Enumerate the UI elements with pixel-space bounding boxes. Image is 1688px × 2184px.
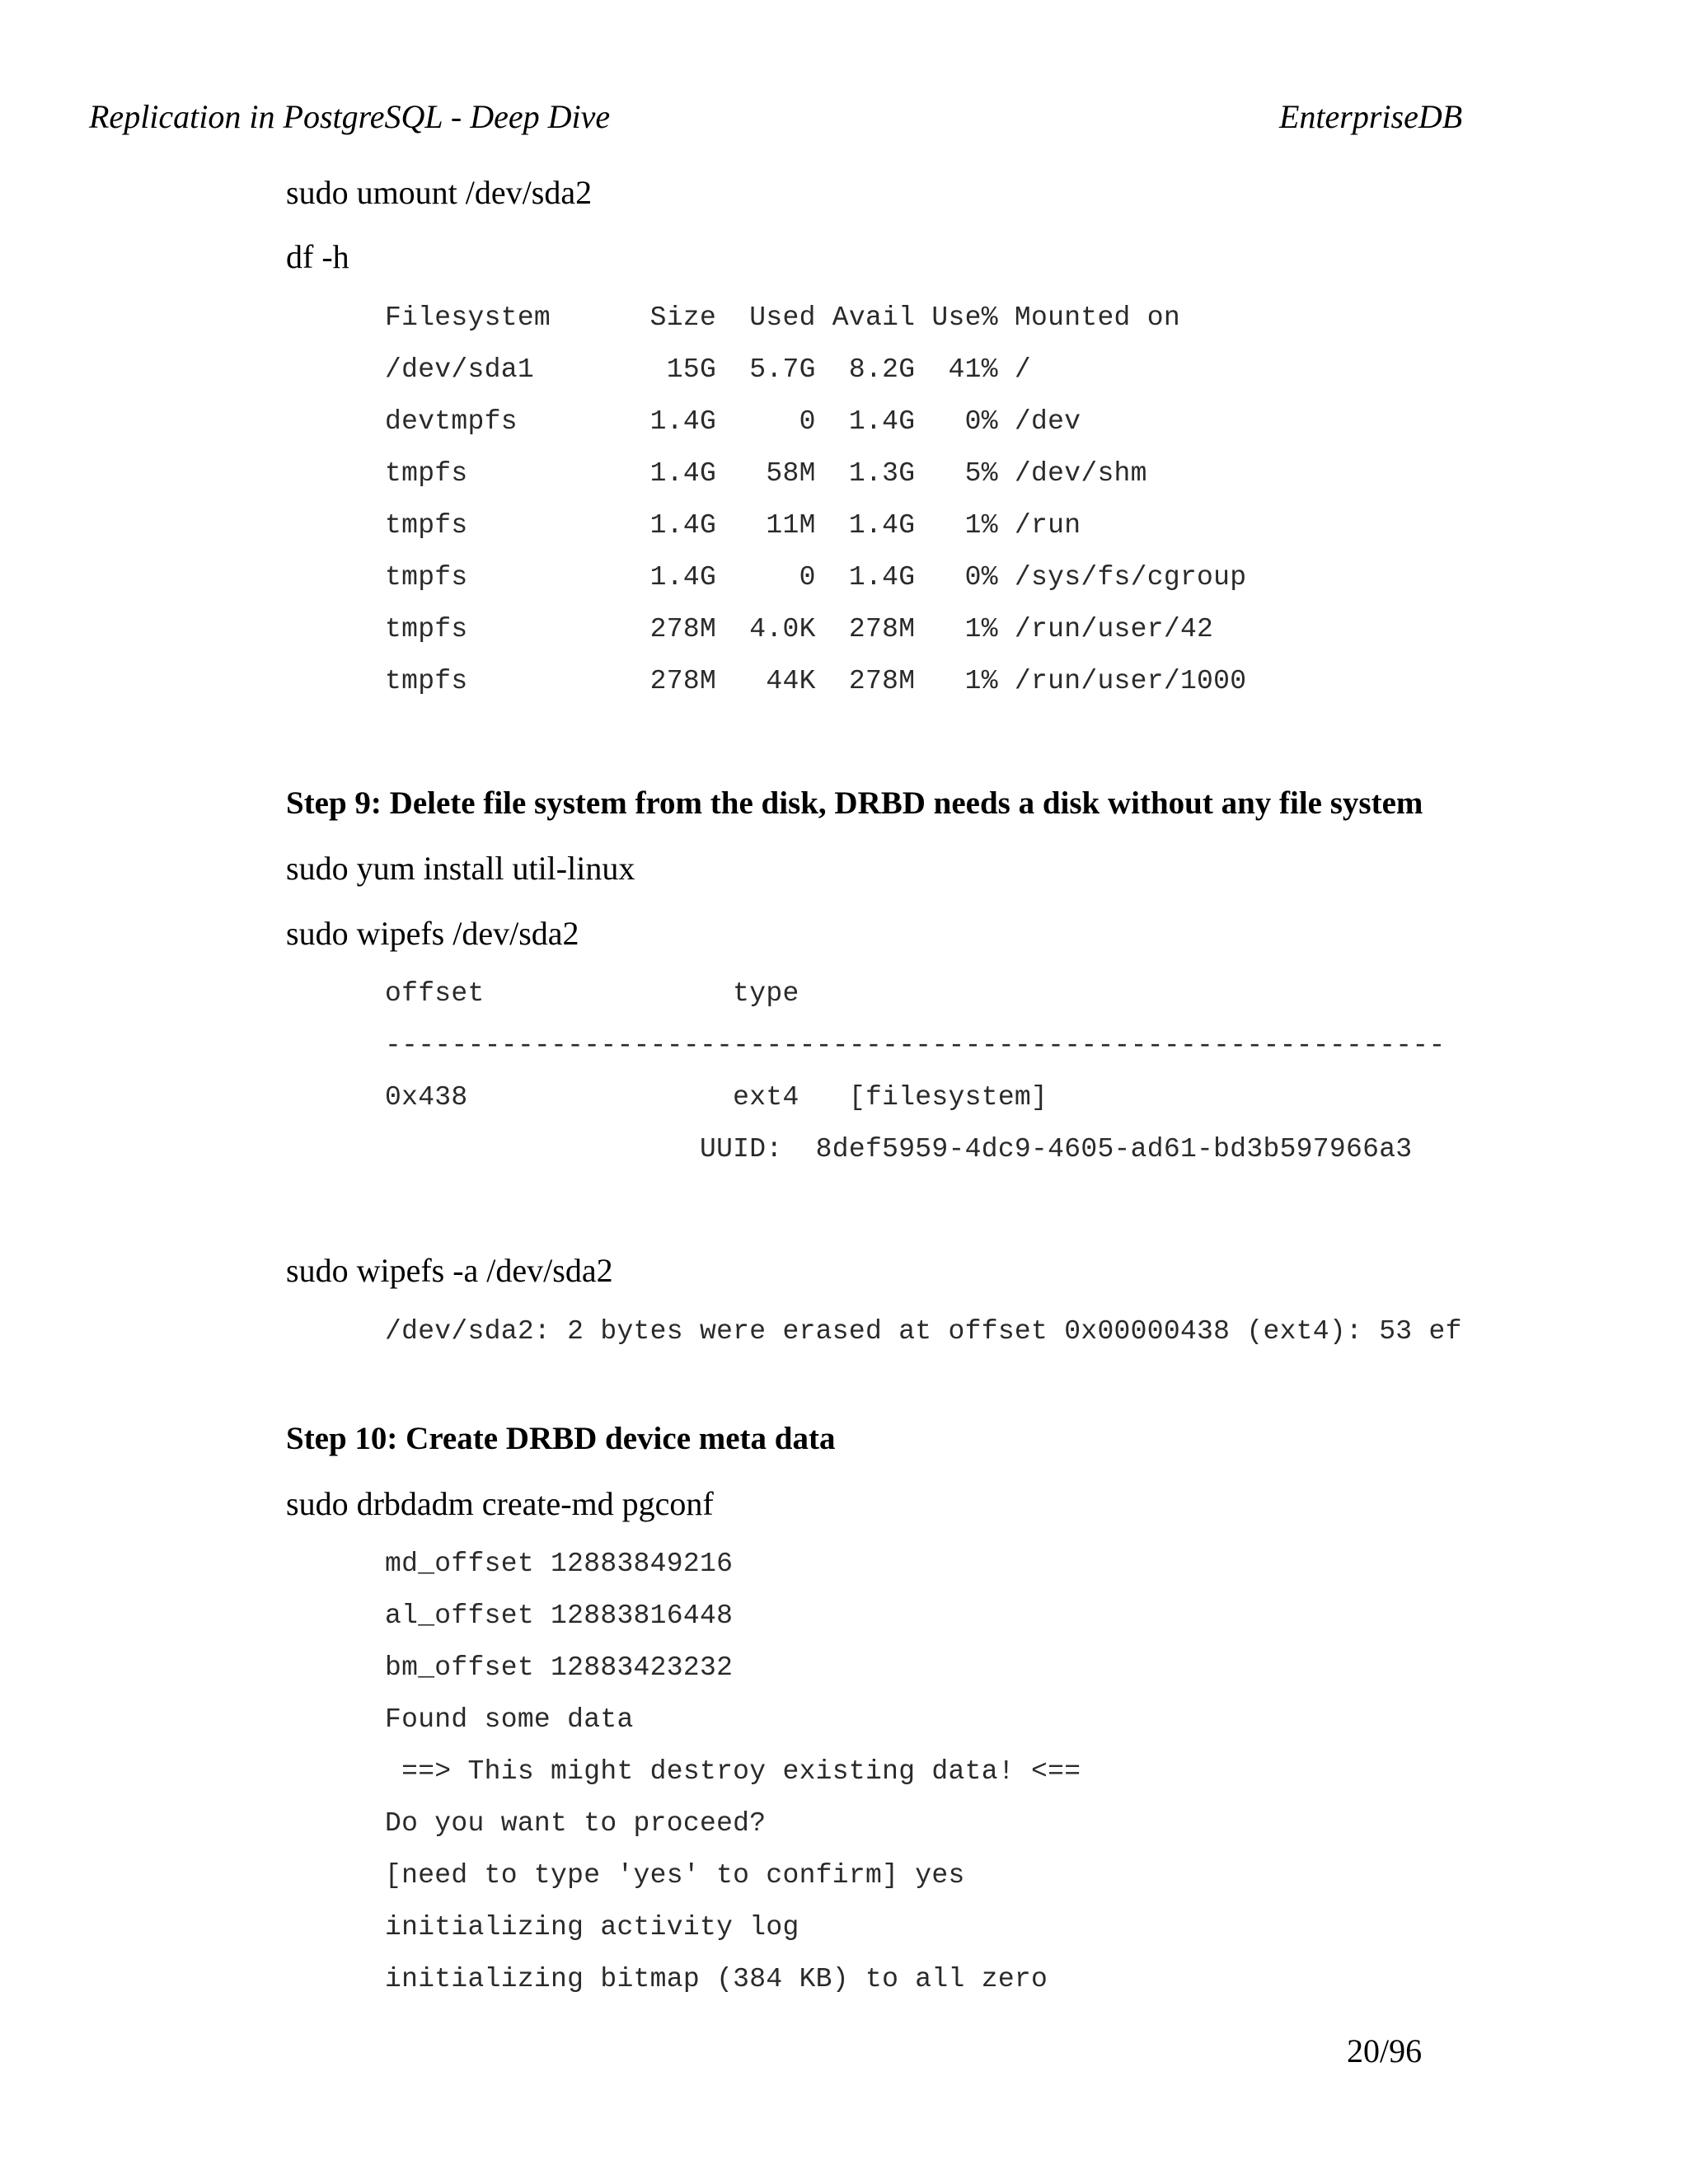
df-output-line: tmpfs 278M 44K 278M 1% /run/user/1000 — [385, 666, 1247, 696]
df-output-line: tmpfs 278M 4.0K 278M 1% /run/user/42 — [385, 614, 1214, 644]
create-md-output-line: al_offset 12883816448 — [385, 1601, 734, 1631]
wipefs-output-line: UUID: 8def5959-4dc9-4605-ad61-bd3b597966a3 — [385, 1134, 1413, 1165]
create-md-output — [385, 1538, 1081, 2005]
command-create-md: sudo drbdadm create-md pgconf — [286, 1485, 714, 1522]
create-md-output-line: md_offset 12883849216 — [385, 1549, 734, 1579]
page-number: 20/96 — [1347, 2032, 1423, 2069]
create-md-output-line: ==> This might destroy existing data! <== — [385, 1756, 1081, 1787]
df-output-line: Filesystem Size Used Avail Use% Mounted on — [385, 302, 1180, 333]
command-yum: sudo yum install util-linux — [286, 850, 635, 887]
create-md-output-line: Found some data — [385, 1704, 634, 1735]
df-output-line: /dev/sda1 15G 5.7G 8.2G 41% / — [385, 354, 1032, 385]
df-output — [385, 292, 1246, 707]
create-md-output-line: initializing activity log — [385, 1912, 799, 1943]
step-10-heading: Step 10: Create DRBD device meta data — [286, 1421, 836, 1456]
wipefs-a-output-line: /dev/sda2: 2 bytes were erased at offset 0x00000438 (ext4): 53 ef — [385, 1316, 1462, 1347]
command-wipefs: sudo wipefs /dev/sda2 — [286, 915, 579, 952]
create-md-output-line: bm_offset 12883423232 — [385, 1652, 734, 1683]
df-output-line: tmpfs 1.4G 11M 1.4G 1% /run — [385, 510, 1081, 541]
wipefs-output-line: ---------------------------------------------------------------- — [385, 1030, 1446, 1061]
df-output-line: tmpfs 1.4G 58M 1.3G 5% /dev/shm — [385, 458, 1147, 489]
wipefs-output — [385, 968, 1446, 1175]
wipefs-a-output — [385, 1305, 1462, 1357]
document-title: Replication in PostgreSQL - Deep Dive — [89, 98, 611, 135]
df-output-line: tmpfs 1.4G 0 1.4G 0% /sys/fs/cgroup — [385, 562, 1247, 593]
create-md-output-line: initializing bitmap (384 KB) to all zero — [385, 1964, 1048, 1994]
command-umount: sudo umount /dev/sda2 — [286, 174, 593, 211]
create-md-output-line: [need to type 'yes' to confirm] yes — [385, 1860, 965, 1891]
wipefs-output-line: offset type — [385, 978, 799, 1009]
command-wipefs-a: sudo wipefs -a /dev/sda2 — [286, 1252, 613, 1289]
command-df: df -h — [286, 238, 349, 275]
company-name: EnterpriseDB — [1279, 98, 1463, 135]
wipefs-output-line: 0x438 ext4 [filesystem] — [385, 1082, 1048, 1113]
create-md-output-line: Do you want to proceed? — [385, 1808, 767, 1839]
step-9-heading: Step 9: Delete file system from the disk, DRBD needs a disk without any file system — [286, 785, 1423, 821]
df-output-line: devtmpfs 1.4G 0 1.4G 0% /dev — [385, 406, 1081, 437]
